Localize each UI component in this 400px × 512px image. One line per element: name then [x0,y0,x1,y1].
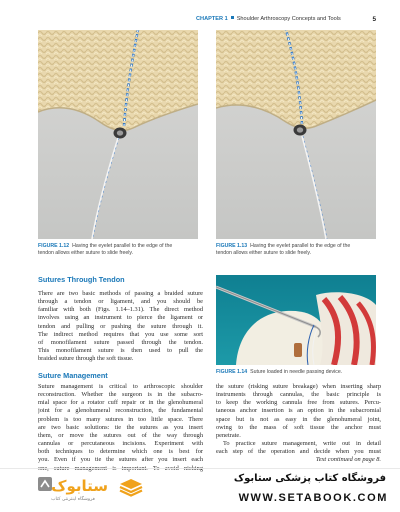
text-line: taneous anchor insertion is an option in the subacromial [216,407,381,415]
figure-label: FIGURE 1.12 [38,243,70,249]
text-line: of monofilament suture passed through the tendon. [38,338,203,346]
figure-1-13-caption [216,243,381,256]
text-line: The indirect method requires that you use some sort [38,330,203,338]
text-line: mial space for a rotator cuff repair or in the glenohumeral [38,399,203,407]
text-line: to keep the working cannula free from sutures. Percu- [216,399,381,407]
figure-1-12-caption [38,243,203,256]
text-line: through a tendon or ligament, and you should be [38,298,203,306]
text-line: There are two basic methods of passing a braided suture [38,290,203,297]
text-line: the suture (risking suture breakage) when inserting sharp [216,383,381,390]
setabook-book-icon [118,477,144,497]
suture-management-right-column [216,383,381,465]
text-line: tendon and pulling or pushing the suture through it. [38,322,203,330]
text-line: them, or move the sutures out of the way through [38,431,203,439]
watermark-subtitle: فروشگاه اینترنتی کتاب [51,497,95,502]
caption-text: Having the eyelet parallel to the edge of the [72,243,173,249]
caption-text: tendon allows either suture to slide freely. [38,249,134,256]
text-line: braided suture through the soft tissue. [38,355,134,363]
text-line: owing to the mass of soft tissue the anchor must [216,423,381,431]
figure-1-14-caption [216,369,381,376]
logo-wordmark: ستابوک [51,477,108,495]
chapter-title: Shoulder Arthroscopy Concepts and Tools [236,16,341,22]
text-line: This monofilament suture is then used to pull the [38,347,203,355]
figure-label: FIGURE 1.14 [216,369,248,375]
figure-1-13-photo [216,30,376,239]
text-line: space but is not as easy in the glenohumeral joint, [216,415,381,423]
text-line: each step of the operation and decide when you must [216,448,381,456]
text-line: Suture management is critical to arthroscopic shoulder [38,383,203,390]
text-line: involves using an instrument to pierce the ligament or [38,314,203,322]
text-line: instruments through cannulas, the basic principle is [216,391,381,399]
text-line: problem is too many sutures in too little space. There [38,415,203,423]
section-heading-sutures-through-tendon: Sutures Through Tendon [38,275,125,284]
text-line: reconstruction. Whether the surgeon is in the subacro- [38,391,203,399]
text-line: both techniques to determine which one is best for [38,448,203,456]
figure-1-12-photo [38,30,198,239]
chapter-label: CHAPTER 1 [196,16,228,22]
page-number: 5 [372,16,376,23]
watermark-divider [0,468,400,469]
bullet-square-icon [231,16,234,19]
sutures-through-tendon-paragraph [38,290,203,363]
caption-text: Suture loaded in needle passing device. [250,369,343,375]
caption-text: Having the eyelet parallel to the edge of the [250,243,351,249]
text-line: familiar with both (Figs. 1.14–1.31). The direct method [38,306,203,314]
text-line: cannulas or percutaneous incisions. Experiment with [38,440,203,448]
text-line: To practice suture management, write out in detail [223,440,381,448]
figure-1-14-photo [216,275,376,365]
watermark-store-title: فروشگاه کتاب پزشکی ستابوک [233,473,386,484]
logo-badge-gray [38,477,52,491]
caption-text: tendon allows either suture to slide freely. [216,249,312,256]
setabook-logo [38,474,110,496]
text-line: penetrate. [216,431,241,439]
suture-management-left-column [38,383,203,473]
text-line: joint for a glenohumeral reconstruction, the fundamental [38,407,203,415]
watermark-url[interactable]: WWW.SETABOOK.COM [238,492,388,504]
section-heading-suture-management: Suture Management [38,371,108,380]
continued-note: Text continued on page 8. [315,456,381,464]
text-line: you. Even if you tie the sutures after you insert each [38,456,203,464]
figure-label: FIGURE 1.13 [216,243,248,249]
text-line: are two basic solutions: tie the sutures as you insert [38,423,203,431]
running-header [196,16,376,26]
